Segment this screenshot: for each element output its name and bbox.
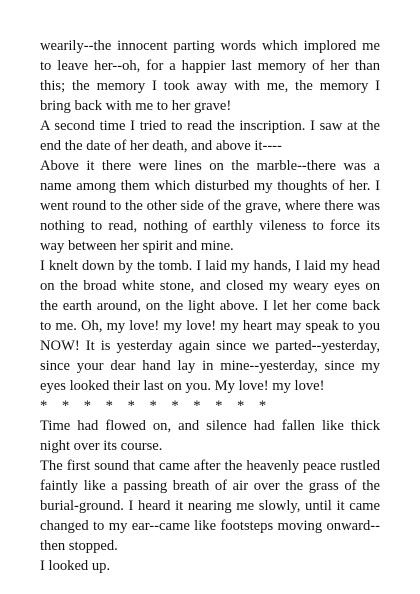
section-separator: * * * * * * * * * * *	[40, 398, 267, 414]
paragraph: I knelt down by the tomb. I laid my hands, I laid my head on the broad white stone, and closed my weary eyes on the earth around, on the light above. I let her come back to me. Oh, my love! my love! my heart may speak to you NOW! It is yesterday again since we parted--yesterday, since your dear hand lay in mine--yesterday, since my eyes looked their last on you. My love! my love!	[40, 258, 380, 394]
paragraph: wearily--the innocent parting words which implored me to leave her--oh, for a happier last memory of her than this; the memory I took away with me, the memory I bring back with me to her grave!	[40, 38, 380, 114]
paragraph: The first sound that came after the heavenly peace rustled faintly like a passing breath of air over the grass of the burial-ground. I heard it nearing me slowly, until it came changed to my ear--came like footsteps moving onward--then stopped.	[40, 458, 380, 554]
paragraph: I looked up.	[40, 558, 111, 574]
document-page	[40, 36, 380, 576]
paragraph: Time had flowed on, and silence had fallen like thick night over its course.	[40, 418, 380, 454]
paragraph: A second time I tried to read the inscription. I saw at the end the date of her death, and above it----	[40, 118, 380, 154]
paragraph: Above it there were lines on the marble--there was a name among them which disturbed my thoughts of her. I went round to the other side of the grave, where there was nothing to read, nothing of earthly vileness to force its way between her spirit and mine.	[40, 158, 380, 254]
